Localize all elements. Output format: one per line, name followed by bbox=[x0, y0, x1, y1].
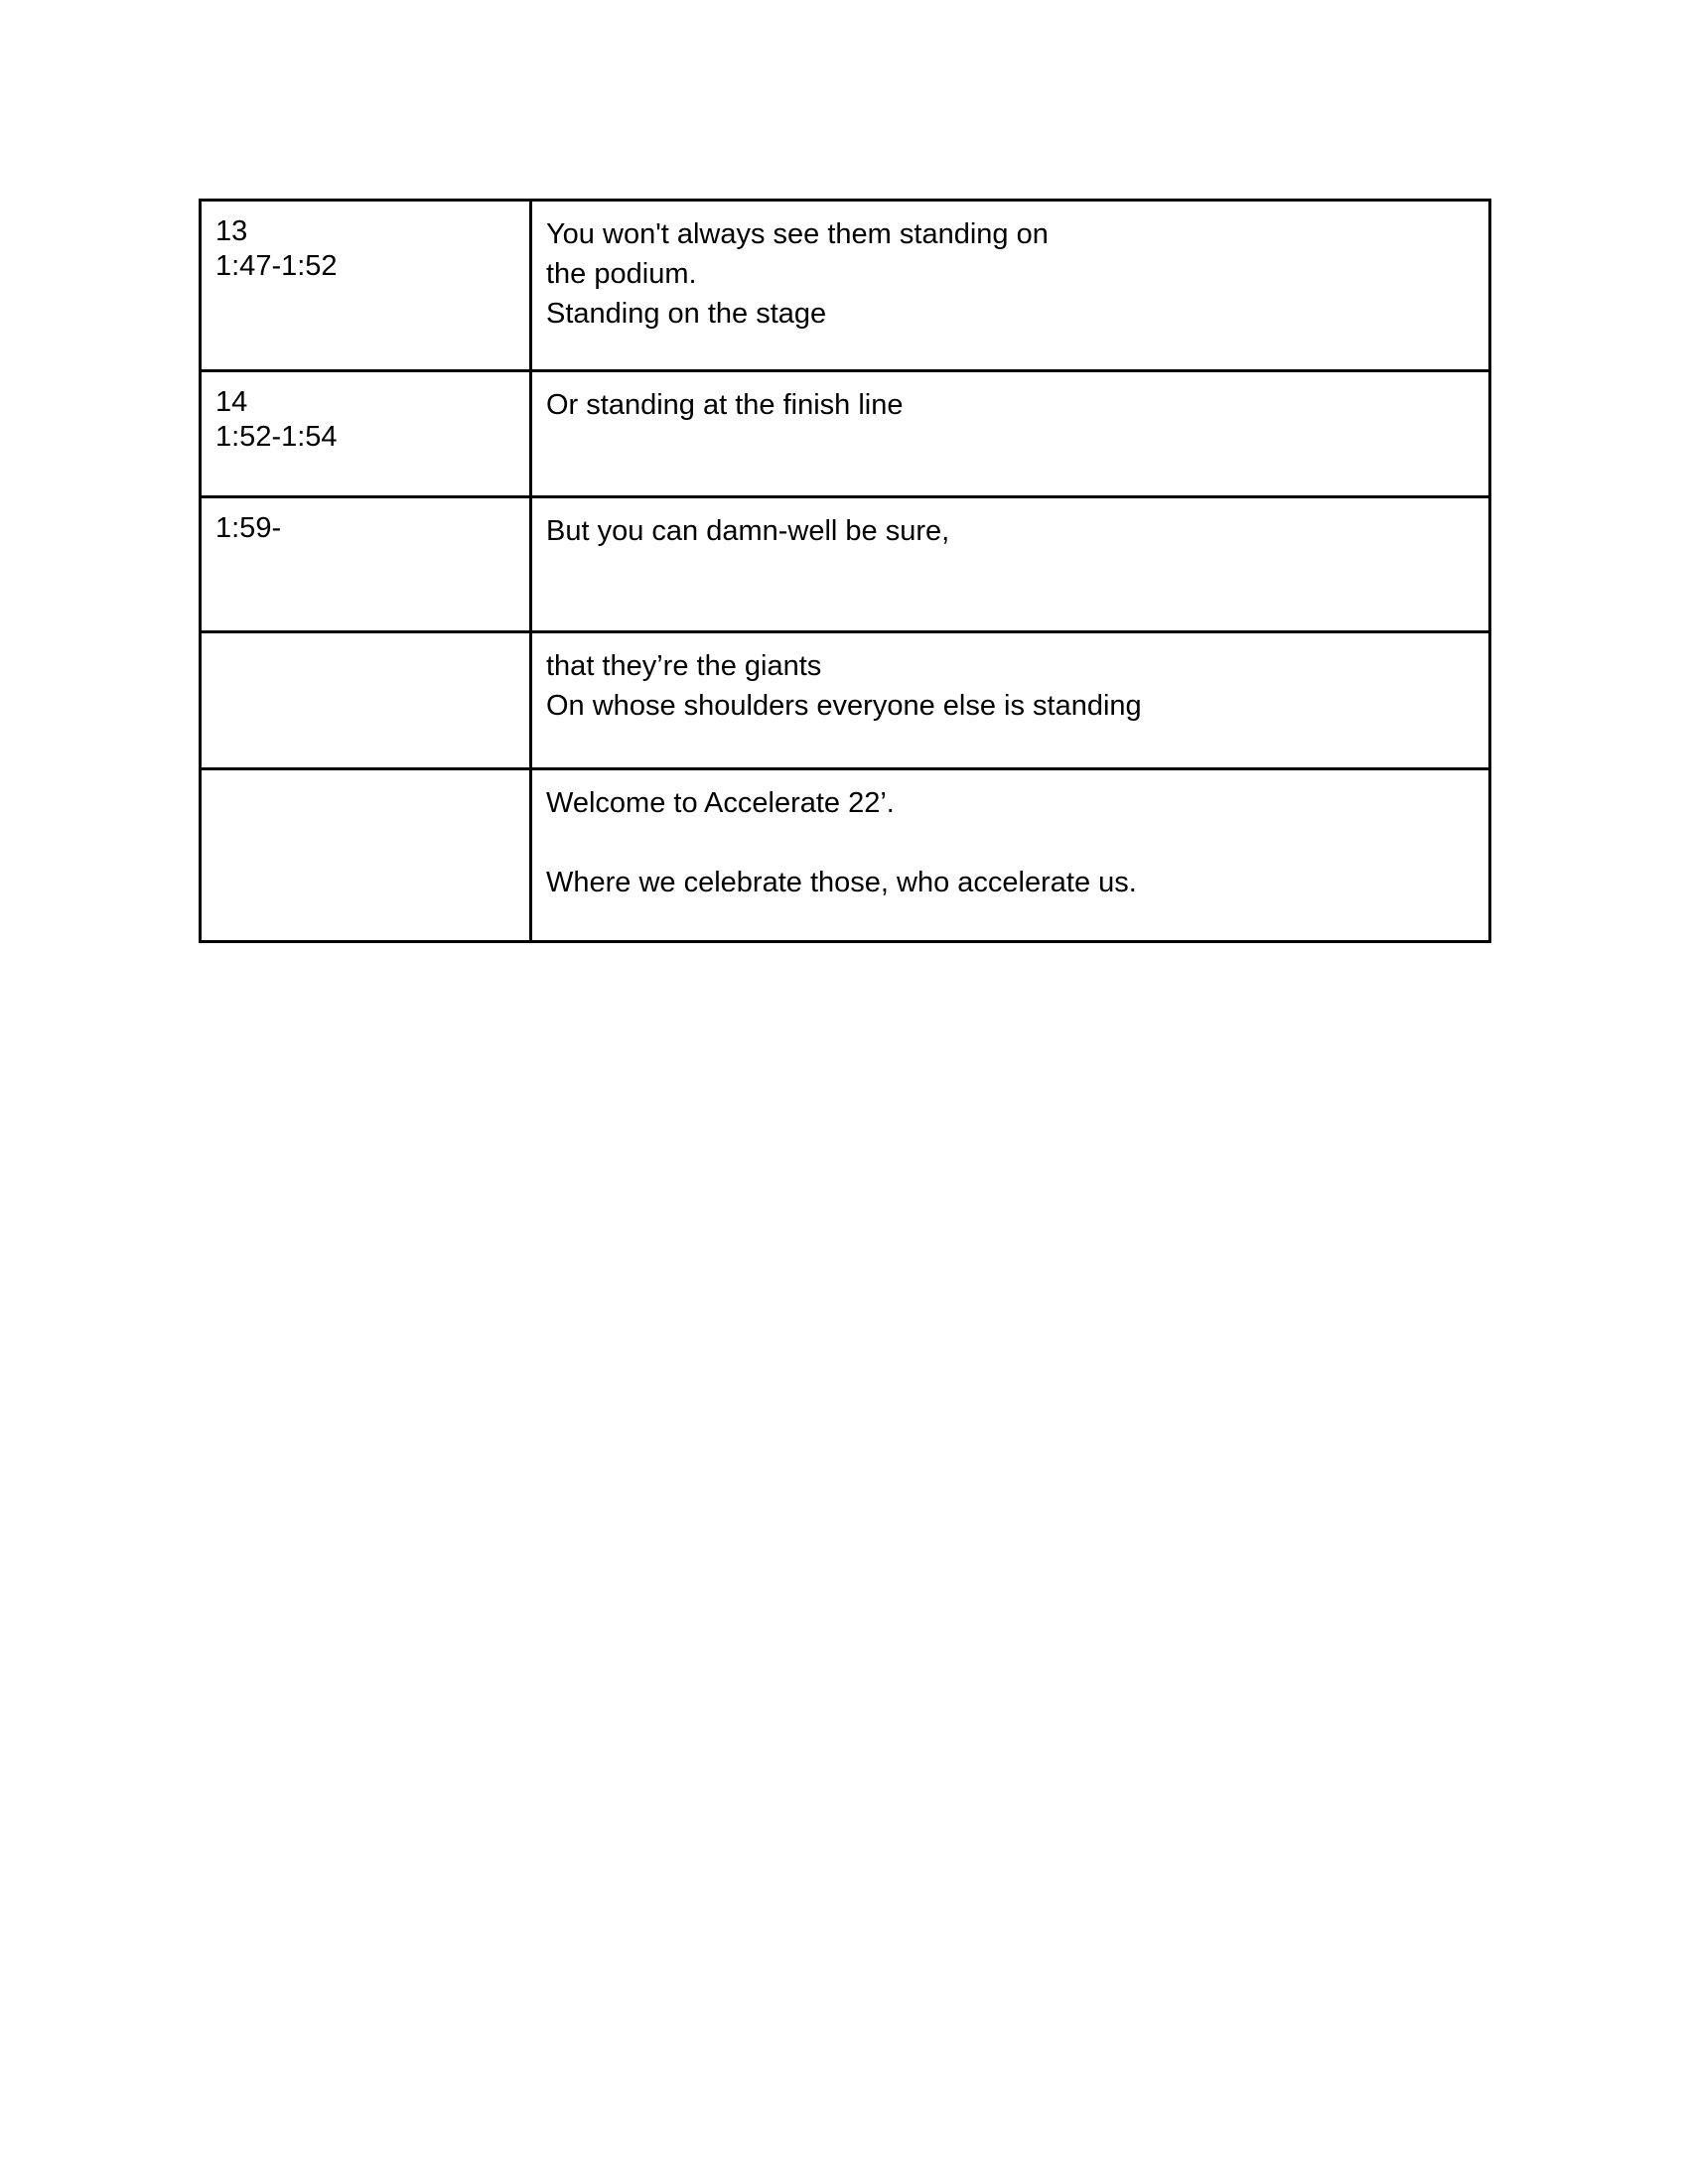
table-row bbox=[201, 371, 1490, 497]
script-cell bbox=[531, 497, 1490, 632]
timing-cell bbox=[201, 497, 531, 632]
timecode: 1:59- bbox=[215, 512, 282, 544]
script-line: But you can damn-well be sure, bbox=[546, 515, 950, 547]
timing-cell bbox=[201, 201, 531, 371]
table-row bbox=[201, 632, 1490, 769]
script-line-blank bbox=[546, 823, 1475, 863]
timing-cell bbox=[201, 632, 531, 769]
timing-cell bbox=[201, 371, 531, 497]
timecode: 1:47-1:52 bbox=[215, 250, 338, 282]
timing-cell bbox=[201, 769, 531, 942]
table-row bbox=[201, 769, 1490, 942]
timecode: 1:52-1:54 bbox=[215, 421, 338, 453]
script-cell bbox=[531, 371, 1490, 497]
shot-number: 13 bbox=[215, 215, 248, 247]
script-line: Welcome to Accelerate 22’. bbox=[546, 787, 895, 819]
script-line: Or standing at the finish line bbox=[546, 389, 904, 421]
script-line: On whose shoulders everyone else is standing bbox=[546, 690, 1142, 722]
script-line: Where we celebrate those, who accelerate us. bbox=[546, 867, 1137, 898]
shot-number: 14 bbox=[215, 386, 248, 418]
table-row bbox=[201, 497, 1490, 632]
script-cell bbox=[531, 632, 1490, 769]
table-row bbox=[201, 201, 1490, 371]
script-line: the podium. bbox=[546, 258, 697, 290]
script-cell bbox=[531, 201, 1490, 371]
script-line: You won't always see them standing on bbox=[546, 218, 1049, 250]
script-cell bbox=[531, 769, 1490, 942]
script-line: Standing on the stage bbox=[546, 298, 827, 330]
script-line: that they’re the giants bbox=[546, 650, 822, 682]
script-table bbox=[199, 199, 1491, 943]
